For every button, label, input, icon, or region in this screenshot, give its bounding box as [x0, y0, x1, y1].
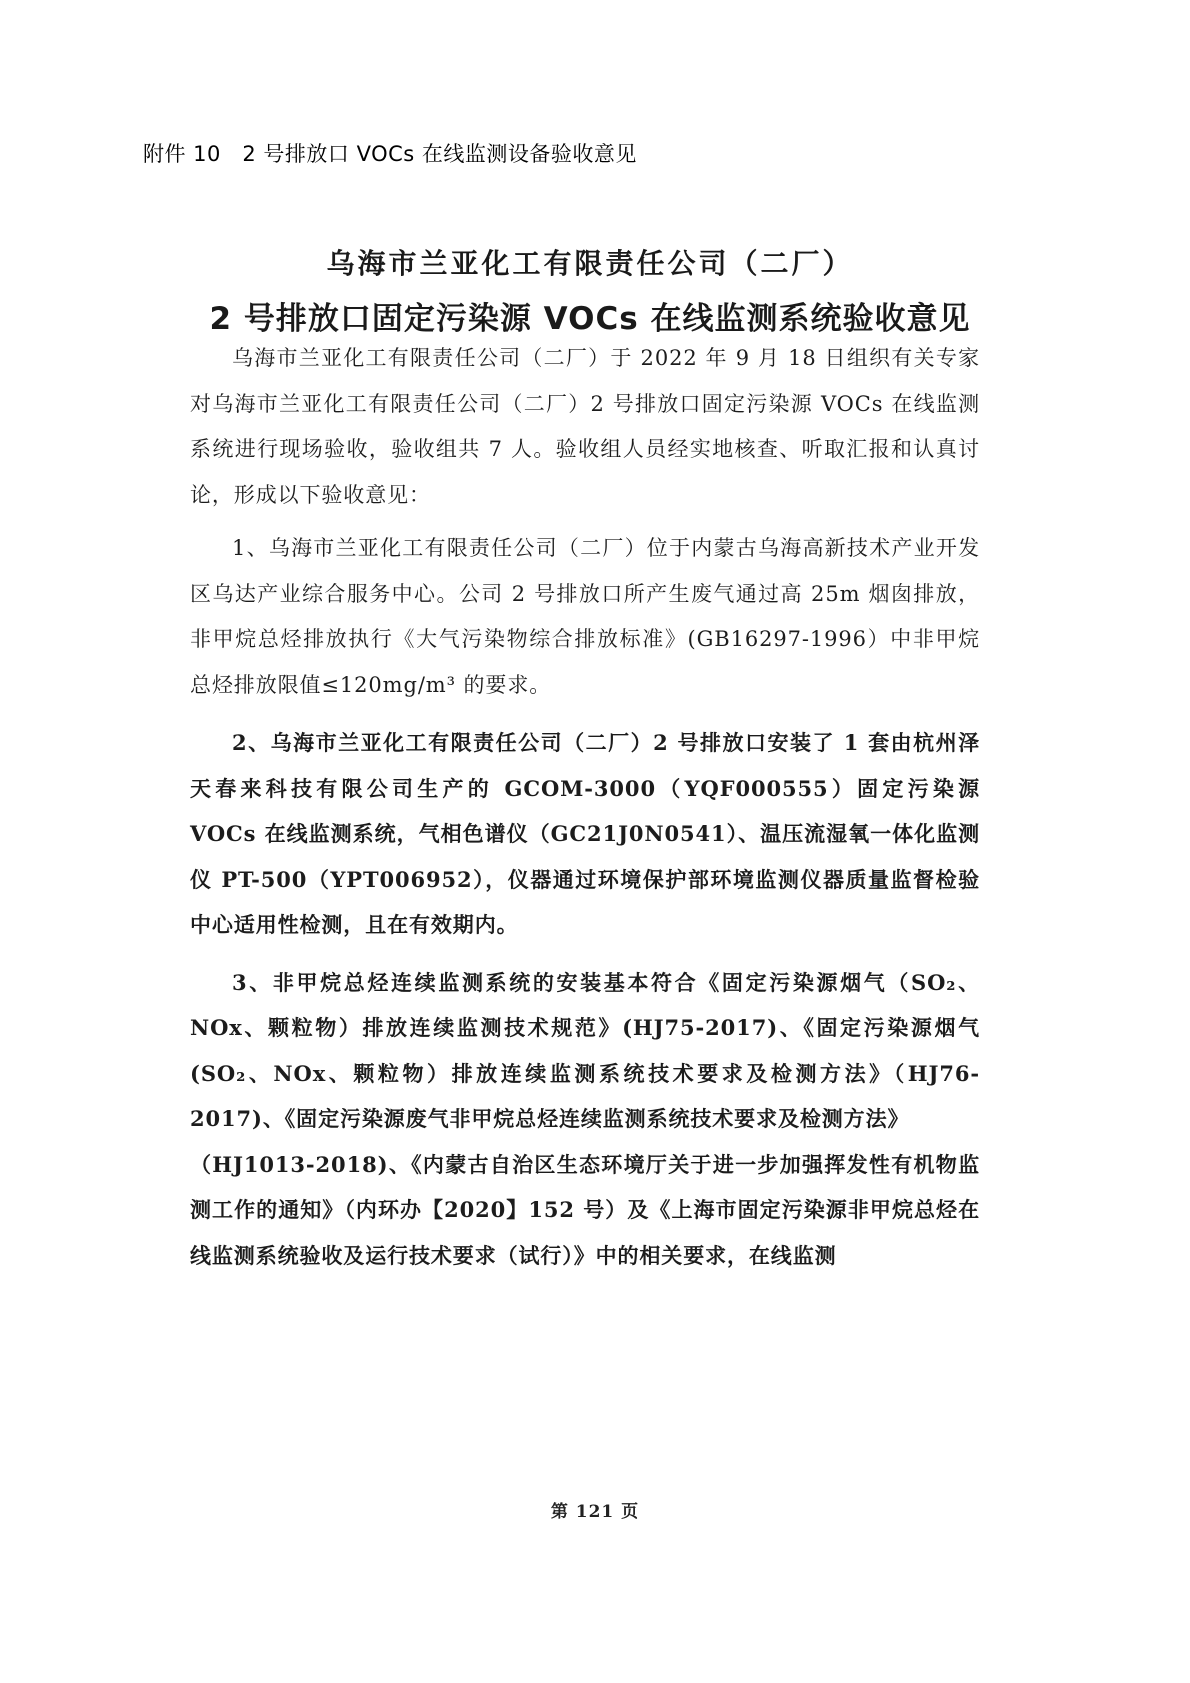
opinion-item-3-part-2: （HJ1013-2018)、《内蒙古自治区生态环境厅关于进一步加强挥发性有机物监测工作的通知》（内环办【2020】152 号）及《上海市固定污染源非甲烷总烃在线监测系统验收及运行技术要求（试行）》中的相关要求，在线监测 — [190, 1151, 980, 1268]
document-body — [190, 336, 980, 1290]
opinion-item-1: 1、乌海市兰亚化工有限责任公司（二厂）位于内蒙古乌海高新技术产业开发区乌达产业综合服务中心。公司 2 号排放口所产生废气通过高 25m 烟囱排放，非甲烷总烃排放执行《大气污染物综合排放标准》(GB16297-1996）中非甲烷总烃排放限值≤120mg/m³ 的要求。 — [190, 536, 980, 697]
page-number: 第 121 页 — [550, 1502, 640, 1522]
opinion-item-3-part-1: 3、非甲烷总烃连续监测系统的安装基本符合《固定污染源烟气（SO₂、NOx、颗粒物）排放连续监测技术规范》(HJ75-2017)、《固定污染源烟气(SO₂、NOx、颗粒物）排放连续监测系统技术要求及检测方法》（HJ76-2017)、《固定污染源废气非甲烷总烃连续监测系统技术要求及检测方法》 — [190, 969, 980, 1131]
attachment-heading: 附件 10 2 号排放口 VOCs 在线监测设备验收意见 — [143, 142, 637, 166]
document-title-line-1: 乌海市兰亚化工有限责任公司（二厂） — [326, 247, 854, 280]
intro-paragraph: 乌海市兰亚化工有限责任公司（二厂）于 2022 年 9 月 18 日组织有关专家对乌海市兰亚化工有限责任公司（二厂）2 号排放口固定污染源 VOCs 在线监测系统进行现场验收，验收组共 7 人。验收组人员经实地核查、听取汇报和认真讨论，形成以下验收意见： — [190, 346, 980, 507]
opinion-item-2: 2、乌海市兰亚化工有限责任公司（二厂）2 号排放口安装了 1 套由杭州泽天春来科技有限公司生产的 GCOM-3000（YQF000555）固定污染源 VOCs 在线监测系统，气相色谱仪（GC21J0N0541）、温压流湿氧一体化监测仪 PT-500（YPT006952），仪器通过环境保护部环境监测仪器质量监督检验中心适用性检测，且在有效期内。 — [190, 730, 980, 937]
document-title-line-2: 2 号排放口固定污染源 VOCs 在线监测系统验收意见 — [209, 301, 971, 337]
